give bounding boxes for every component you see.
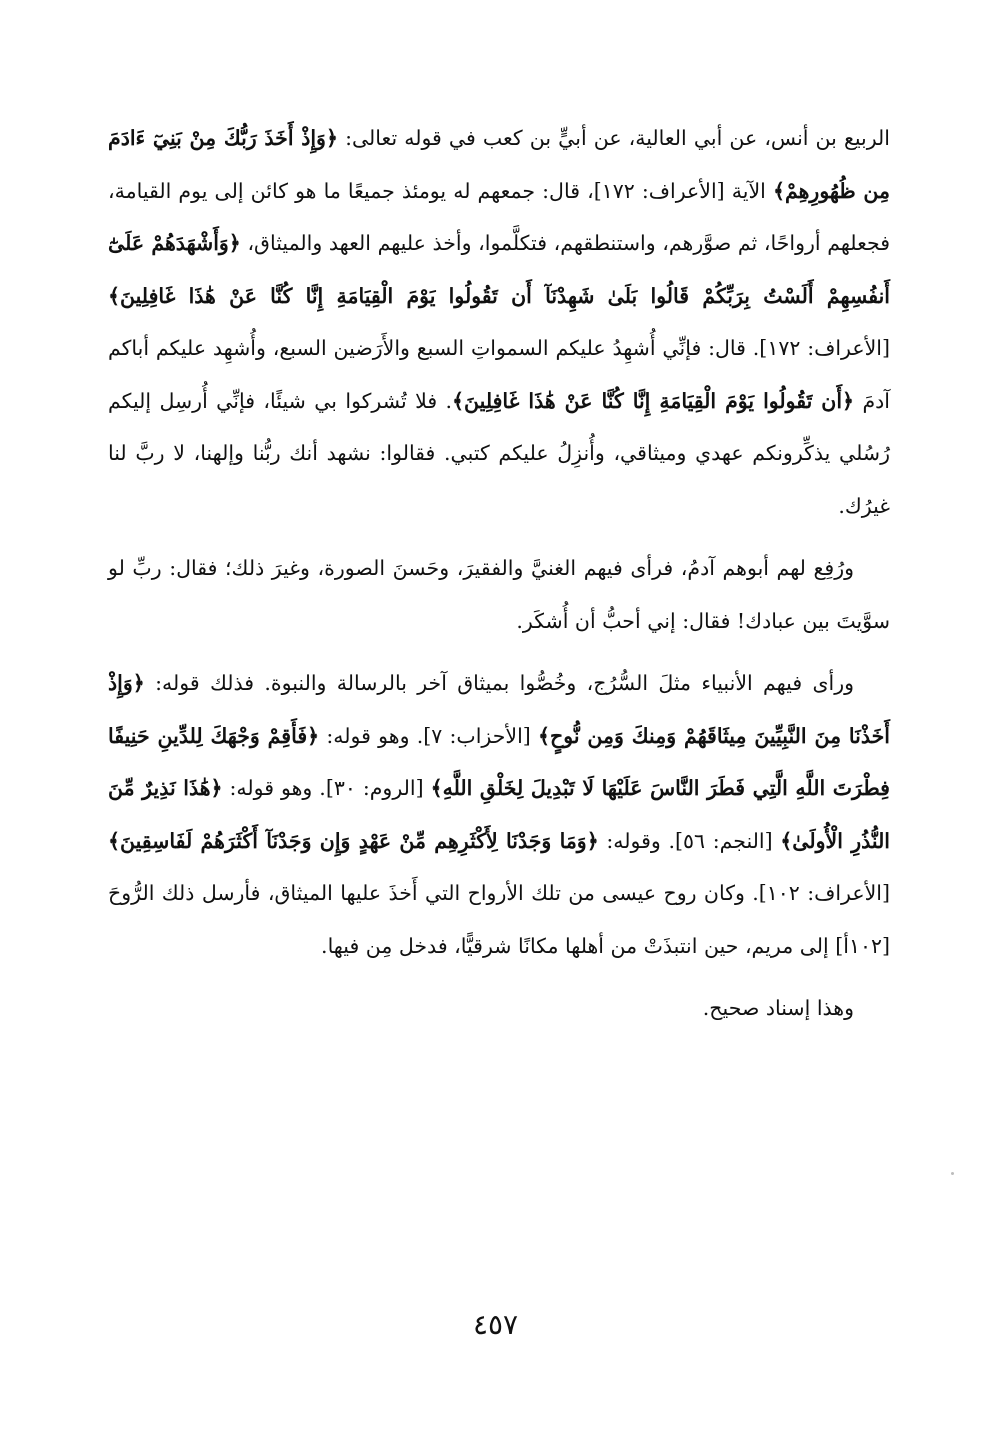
text-run: [النجم: ٥٦]. وقوله: <box>598 828 781 853</box>
body-text <box>108 112 890 1035</box>
text-run: [الأحزاب: ٧]. وهو قوله: <box>319 723 539 748</box>
quran-verse: ﴿وَإِذْ أَخَذْنَا مِنَ النَّبِيِّينَ مِيثَاقَهُمْ وَمِنكَ وَمِن نُّوحٍ﴾ <box>108 671 891 748</box>
paragraph <box>108 657 890 972</box>
text-run: ورأى فيهم الأنبياء مثلَ السُّرُج، وخُصُّوا بميثاق آخر بالرسالة والنبوة. فذلك قوله: <box>144 671 854 695</box>
text-run: الآية [الأعراف: ١٧٢]، قال: جمعهم له يومئذ جميعًا ما هو كائن إلى يوم القيامة، فجعلهم أرواحًا، ثم صوَّرهم، واستنطقهم، فتكلَّموا، وأخذ عليهم العهد والميثاق، <box>108 178 890 255</box>
quran-verse: ﴿وَإِذْ أَخَذَ رَبُّكَ مِنْ بَنِيٓ ءَادَمَ مِن ظُهُورِهِمْ﴾ <box>108 126 891 203</box>
text-run: ورُفِع لهم أبوهم آدمُ، فرأى فيهم الغنيَّ والفقيرَ، وحَسنَ الصورة، وغيرَ ذلك؛ فقال: ربِّ لو سوَّيتَ بين عبادك! فقال: إني أحبُّ أن أُشكَر. <box>108 556 890 633</box>
paragraph <box>108 542 890 647</box>
text-run: [الأعراف: ١٠٢]. وكان روح عيسى من تلك الأرواح التي أَخذَ عليها الميثاق، فأرسل ذلك الرُّوحَ [١٠٢أ] إلى مريم، حين انتبذَتْ من أهلها مكانًا شرقيًّا، فدخل مِن فيها. <box>108 881 890 958</box>
paragraph <box>108 112 890 532</box>
text-run: . فلا تُشركوا بي شيئًا، فإنِّي أُرسِل إليكم رُسُلي يذكِّرونكم عهدي وميثاقي، وأُنزِلُ عليكم كتبي. فقالوا: نشهد أنك ربُّنا وإلهنا، لا ربَّ لنا غيرُك. <box>108 388 890 518</box>
text-run: [الأعراف: ١٧٢]. قال: فإنِّي أُشهِدُ عليكم السمواتِ السبع والأَرَضين السبع، وأُشهِد عليكم أباكم آدمَ <box>108 336 890 413</box>
text-run: الربيع بن أنس، عن أبي العالية، عن أبيٍّ بن كعب في قوله تعالى: <box>337 126 891 150</box>
scan-speck <box>951 1172 954 1175</box>
paragraph <box>108 982 890 1035</box>
page-number: ٤٥٧ <box>472 1308 519 1341</box>
quran-verse: ﴿فَأَقِمْ وَجْهَكَ لِلدِّينِ حَنِيفًا فِطْرَتَ اللَّهِ الَّتِي فَطَرَ النَّاسَ عَلَيْهَا لَا تَبْدِيلَ لِخَلْقِ اللَّهِ﴾ <box>108 723 890 800</box>
text-run: وهذا إسناد صحيح. <box>702 996 854 1020</box>
text-run: [الروم: ٣٠]. وهو قوله: <box>222 776 431 800</box>
quran-verse: ﴿أَن تَقُولُوا يَوْمَ الْقِيَامَةِ إِنَّا كُنَّا عَنْ هَٰذَا غَافِلِينَ﴾ <box>452 388 855 413</box>
quran-verse: ﴿هَٰذَا نَذِيرٌ مِّنَ النُّذُرِ الْأُولَىٰ﴾ <box>108 776 891 853</box>
quran-verse: ﴿وَأَشْهَدَهُمْ عَلَىٰٓ أَنفُسِهِمْ أَلَسْتُ بِرَبِّكُمْ قَالُوا بَلَىٰ شَهِدْنَآ أَن تَقُولُوا يَوْمَ الْقِيَامَةِ إِنَّا كُنَّا عَنْ هَٰذَا غَافِلِينَ﴾ <box>108 231 890 308</box>
quran-verse: ﴿وَمَا وَجَدْنَا لِأَكْثَرِهِم مِّنْ عَهْدٍ وَإِن وَجَدْنَآ أَكْثَرَهُمْ لَفَاسِقِينَ﴾ <box>108 828 599 853</box>
